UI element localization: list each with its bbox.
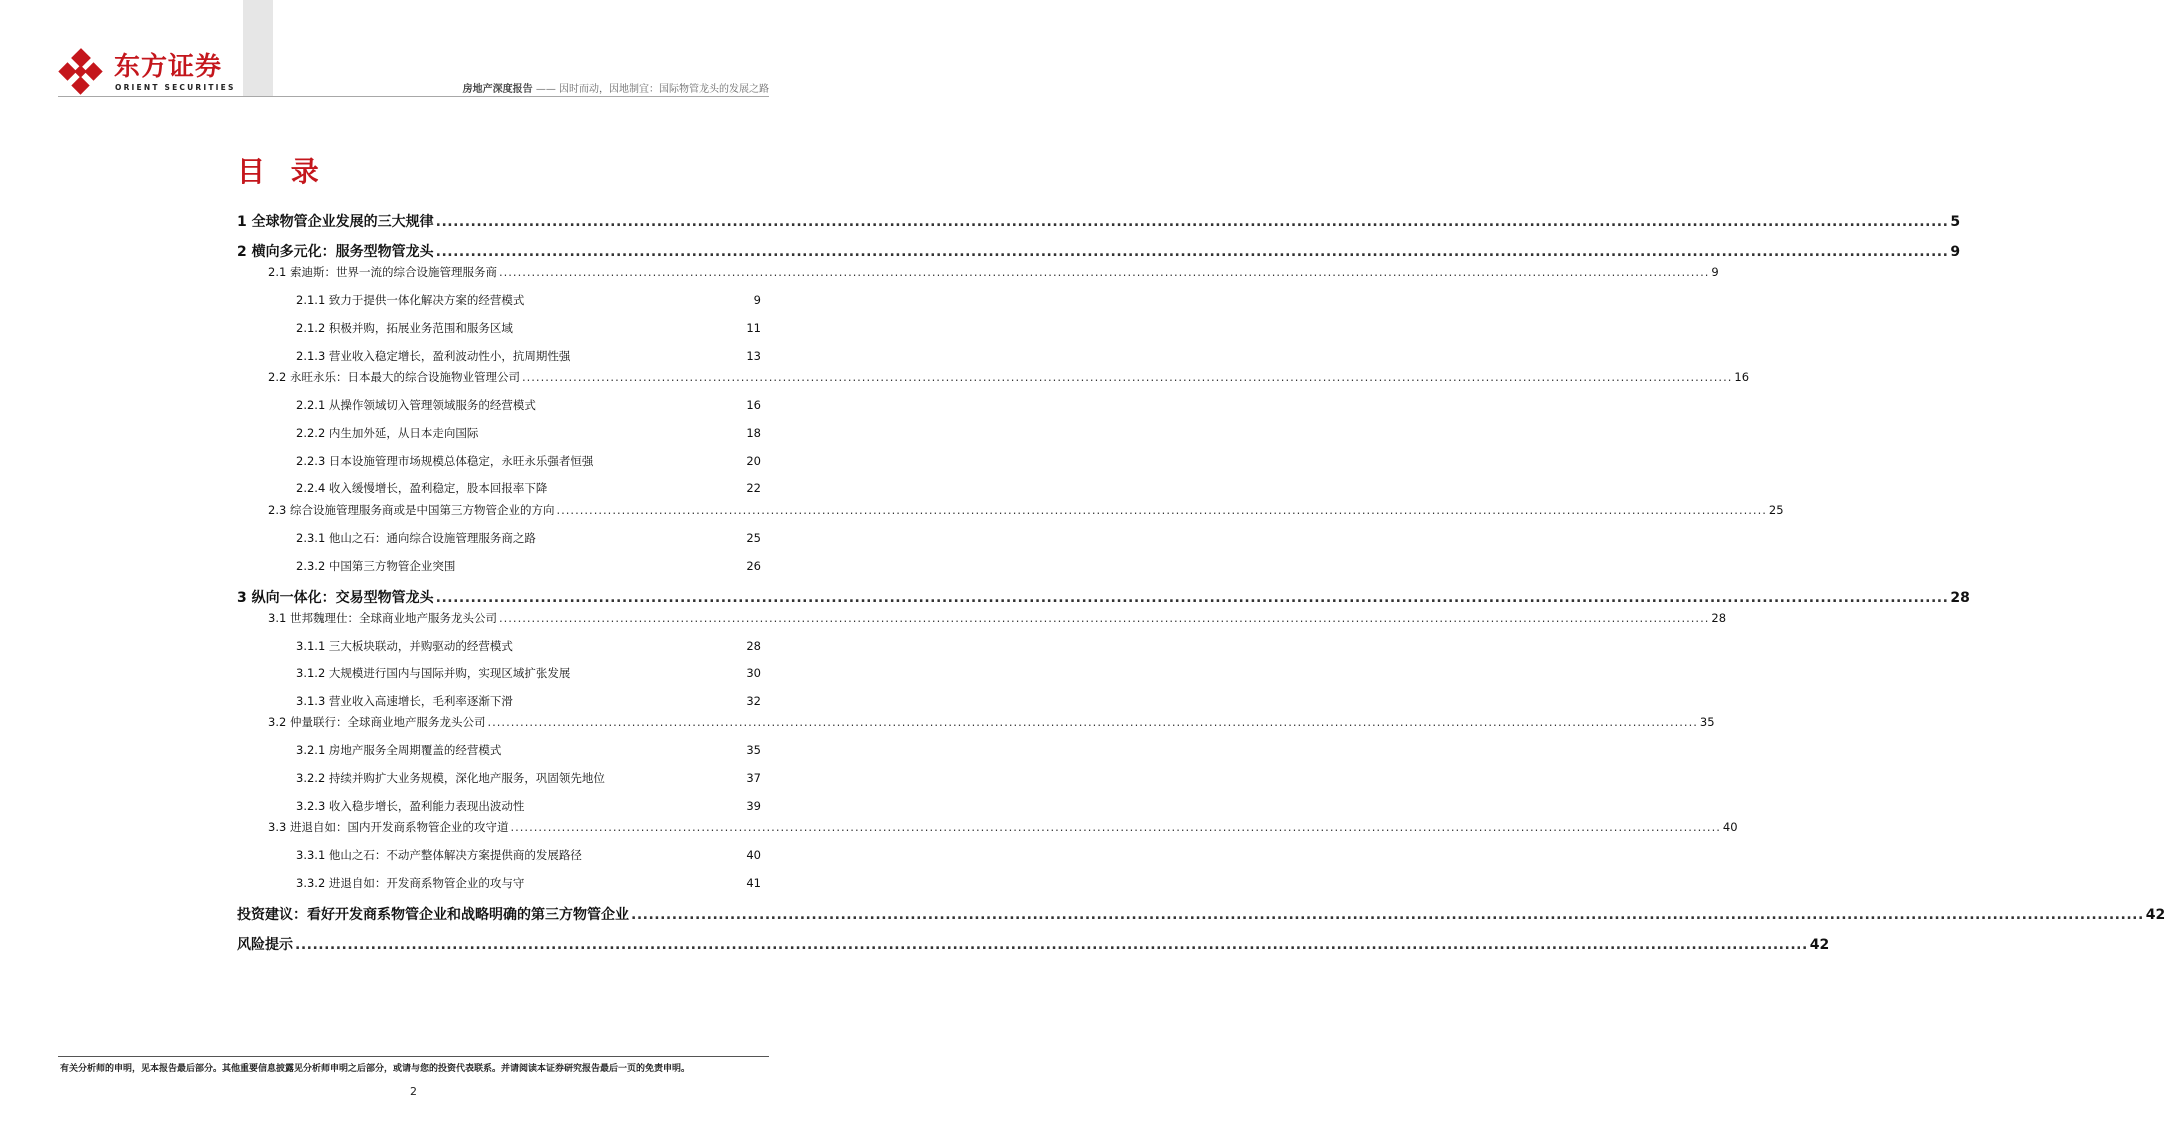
toc-entry-title: 1 全球物管企业发展的三大规律 <box>237 214 434 230</box>
toc-entry-level-3[interactable] <box>296 480 761 496</box>
toc-entry-page: 16 <box>746 398 761 412</box>
toc-entry-title: 3.2.1 房地产服务全周期覆盖的经营模式 <box>296 743 502 757</box>
toc-entry-page: 22 <box>746 481 761 495</box>
toc-entry-leader: .................................................................................................................................................................................................................................................................... <box>631 907 2144 923</box>
toc-entry-level-3[interactable] <box>296 425 761 441</box>
toc-entry-title: 2.2.3 日本设施管理市场规模总体稳定，永旺永乐强者恒强 <box>296 454 594 468</box>
toc-title: 目 录 <box>237 155 327 188</box>
toc-entry-level-3[interactable] <box>296 397 761 413</box>
toc-entry-level-3[interactable] <box>296 638 761 654</box>
report-type: 房地产深度报告 <box>462 84 533 95</box>
toc-entry-level-3[interactable] <box>296 798 761 814</box>
toc-entry-leader: .................................................................................................................................................................................................................................................................... <box>498 265 1710 279</box>
toc-entry-level-3[interactable] <box>296 742 761 758</box>
toc-entry-leader: .................................................................................................................................................................................................................................................................... <box>487 715 1698 729</box>
toc-entry-title: 3.1.1 三大板块联动，并购驱动的经营模式 <box>296 639 513 653</box>
toc-entry-page: 9 <box>1711 265 1719 279</box>
toc-entry-title: 2.3.1 他山之石：通向综合设施管理服务商之路 <box>296 531 536 545</box>
toc-entry-level-2[interactable] <box>268 369 1750 385</box>
toc-entry-level-2[interactable] <box>268 502 1784 518</box>
toc-entry-page: 18 <box>746 426 761 440</box>
toc-entry-leader: .................................................................................................................................................................................................................................................................... <box>556 503 1767 517</box>
toc-entry-page: 28 <box>1950 590 1970 606</box>
toc-entry-leader: .................................................................................................................................................................................................................................................................... <box>435 214 1949 230</box>
toc-entry-level-1[interactable] <box>237 935 1830 955</box>
toc-entry-leader: .................................................................................................................................................................................................................................................................... <box>521 370 1733 384</box>
toc-entry-title: 3.3.2 进退自如：开发商系物管企业的攻与守 <box>296 876 525 890</box>
toc-entry-title: 2.2 永旺永乐：日本最大的综合设施物业管理公司 <box>268 370 520 384</box>
footer-divider <box>58 1056 769 1057</box>
toc-entry-level-3[interactable] <box>296 292 761 308</box>
toc-entry-page: 9 <box>753 293 761 307</box>
toc-entry-page: 40 <box>1722 820 1738 834</box>
toc-entry-level-3[interactable] <box>296 665 761 681</box>
toc-entry-page: 37 <box>746 771 761 785</box>
toc-entry-title: 2.2.2 内生加外延，从日本走向国际 <box>296 426 479 440</box>
toc-entry-level-3[interactable] <box>296 847 761 863</box>
toc-entry-level-3[interactable] <box>296 558 761 574</box>
toc-entry-page: 42 <box>1809 937 1830 953</box>
toc-entry-page: 41 <box>746 876 761 890</box>
toc-entry-title: 投资建议：看好开发商系物管企业和战略明确的第三方物管企业 <box>237 907 629 923</box>
toc-entry-page: 11 <box>746 321 761 335</box>
toc-entry-title: 3.1.2 大规模进行国内与国际并购，实现区域扩张发展 <box>296 666 571 680</box>
toc-entry-level-1[interactable] <box>237 905 2165 925</box>
toc-entry-level-2[interactable] <box>268 264 1719 280</box>
toc-entry-title: 3.2.3 收入稳步增长，盈利能力表现出波动性 <box>296 799 525 813</box>
toc-entry-title: 3 纵向一体化：交易型物管龙头 <box>237 590 434 606</box>
toc-entry-leader: .................................................................................................................................................................................................................................................................... <box>435 590 1949 606</box>
toc-entry-title: 2.1 索迪斯：世界一流的综合设施管理服务商 <box>268 265 497 279</box>
toc-entry-level-3[interactable] <box>296 530 761 546</box>
toc-entry-level-2[interactable] <box>268 819 1738 835</box>
logo-english-name: ORIENT SECURITIES <box>115 83 236 92</box>
toc-entry-level-3[interactable] <box>296 875 761 891</box>
toc-entry-page: 28 <box>1711 611 1727 625</box>
toc-entry-page: 35 <box>1699 715 1715 729</box>
toc-entry-level-3[interactable] <box>296 693 761 709</box>
toc-entry-title: 3.1 世邦魏理仕：全球商业地产服务龙头公司 <box>268 611 497 625</box>
toc-entry-page: 40 <box>746 848 761 862</box>
toc-entry-title: 2.1.3 营业收入稳定增长，盈利波动性小，抗周期性强 <box>296 349 571 363</box>
toc-entry-page: 30 <box>746 666 761 680</box>
toc-entry-page: 26 <box>746 559 761 573</box>
toc-entry-level-2[interactable] <box>268 610 1727 626</box>
toc-entry-level-3[interactable] <box>296 320 761 336</box>
toc-entry-title: 2.3 综合设施管理服务商或是中国第三方物管企业的方向 <box>268 503 555 517</box>
page-number: 2 <box>410 1085 417 1098</box>
toc-entry-page: 25 <box>1768 503 1784 517</box>
toc-entry-title: 2.2.4 收入缓慢增长，盈利稳定，股本回报率下降 <box>296 481 548 495</box>
toc-entry-level-3[interactable] <box>296 453 761 469</box>
toc-entry-title: 2.1.2 积极并购，拓展业务范围和服务区域 <box>296 321 513 335</box>
logo-chinese-name: 东方证券 <box>114 52 223 82</box>
toc-entry-page: 5 <box>1950 214 1961 230</box>
toc-entry-title: 3.3 进退自如：国内开发商系物管企业的攻守道 <box>268 820 509 834</box>
toc-entry-title: 2.1.1 致力于提供一体化解决方案的经营模式 <box>296 293 525 307</box>
toc-entry-title: 2.3.2 中国第三方物管企业突围 <box>296 559 456 573</box>
toc-entry-page: 13 <box>746 349 761 363</box>
toc-entry-title: 3.1.3 营业收入高速增长，毛利率逐渐下滑 <box>296 694 513 708</box>
toc-entry-title: 3.2 仲量联行：全球商业地产服务龙头公司 <box>268 715 486 729</box>
toc-entry-title: 风险提示 <box>237 937 293 953</box>
toc-entry-leader: .................................................................................................................................................................................................................................................................... <box>498 611 1710 625</box>
toc-entry-leader: .................................................................................................................................................................................................................................................................... <box>435 244 1949 260</box>
toc-entry-page: 16 <box>1734 370 1750 384</box>
toc-entry-level-1[interactable] <box>237 212 1961 232</box>
toc-entry-page: 35 <box>746 743 761 757</box>
toc-entry-level-1[interactable] <box>237 588 1970 608</box>
toc-entry-title: 3.2.2 持续并购扩大业务规模，深化地产服务，巩固领先地位 <box>296 771 605 785</box>
toc-entry-page: 25 <box>746 531 761 545</box>
report-subtitle: 因时而动，因地制宜：国际物管龙头的发展之路 <box>559 84 769 95</box>
toc-entry-title: 3.3.1 他山之石：不动产整体解决方案提供商的发展路径 <box>296 848 582 862</box>
toc-entry-title: 2 横向多元化：服务型物管龙头 <box>237 244 434 260</box>
toc-entry-page: 42 <box>2145 907 2165 923</box>
toc-entry-page: 39 <box>746 799 761 813</box>
header-separator: —— <box>535 84 556 95</box>
toc-entry-leader: .................................................................................................................................................................................................................................................................... <box>510 820 1721 834</box>
toc-entry-page: 32 <box>746 694 761 708</box>
toc-entry-leader: .................................................................................................................................................................................................................................................................... <box>295 937 1808 953</box>
toc-entry-page: 28 <box>746 639 761 653</box>
toc-entry-title: 2.2.1 从操作领域切入管理领域服务的经营模式 <box>296 398 536 412</box>
footer-disclaimer: 有关分析师的申明，见本报告最后部分。其他重要信息披露见分析师申明之后部分，或请与您的投资代表联系。并请阅读本证券研究报告最后一页的免责申明。 <box>60 1064 691 1074</box>
toc-entry-level-2[interactable] <box>268 714 1715 730</box>
toc-entry-level-3[interactable] <box>296 770 761 786</box>
toc-entry-level-1[interactable] <box>237 242 1961 262</box>
toc-entry-page: 20 <box>746 454 761 468</box>
toc-entry-page: 9 <box>1950 244 1961 260</box>
toc-entry-level-3[interactable] <box>296 348 761 364</box>
